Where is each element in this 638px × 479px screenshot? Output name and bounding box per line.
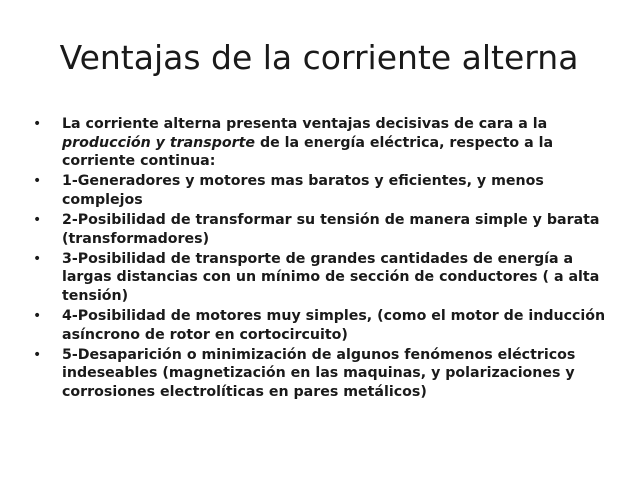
bullet-item-3 <box>30 211 626 248</box>
bullet-item-1 <box>30 115 626 171</box>
slide-title: Ventajas de la corriente alterna <box>59 38 579 77</box>
bullet-text: 4-Posibilidad de motores muy simples, (como el motor de inducción asíncrono de rotor en cortocircuito) <box>62 307 606 343</box>
bullet-dot-icon: • <box>33 173 42 190</box>
bullet-item-6 <box>30 346 626 402</box>
bullet-list <box>30 115 626 403</box>
bullet-dot-icon: • <box>33 211 42 228</box>
bullet-text: 1-Generadores y motores mas baratos y eficientes, y menos complejos <box>62 173 544 208</box>
bullet-dot-icon: • <box>33 116 42 132</box>
bullet-item-5 <box>30 307 626 344</box>
bullet-text: 3-Posibilidad de transporte de grandes cantidades de energía a largas distancias con un mínimo de sección de conductores ( a alta tensión) <box>62 250 600 304</box>
bullet-text: 2-Posibilidad de transformar su tensión de manera simple y barata (transformadores) <box>62 211 600 247</box>
bullet-text: 5-Desaparición o minimización de algunos fenómenos eléctricos indeseables (magnetización en las maquinas, y polarizaciones y corrosiones electrolíticas en pares metálicos) <box>62 346 576 400</box>
bullet-text-pre: La corriente alterna presenta ventajas decisivas de cara a la <box>62 116 548 132</box>
bullet-text-post: de la energía eléctrica, respecto a la corriente continua: <box>62 134 554 170</box>
bullet-dot-icon: • <box>33 346 42 363</box>
bullet-dot-icon: • <box>33 250 42 267</box>
bullet-item-2 <box>30 172 626 209</box>
bullet-dot-icon: • <box>33 307 42 324</box>
bullet-text-emphasis: producción y transporte <box>62 134 256 151</box>
bullet-item-4 <box>30 250 626 306</box>
